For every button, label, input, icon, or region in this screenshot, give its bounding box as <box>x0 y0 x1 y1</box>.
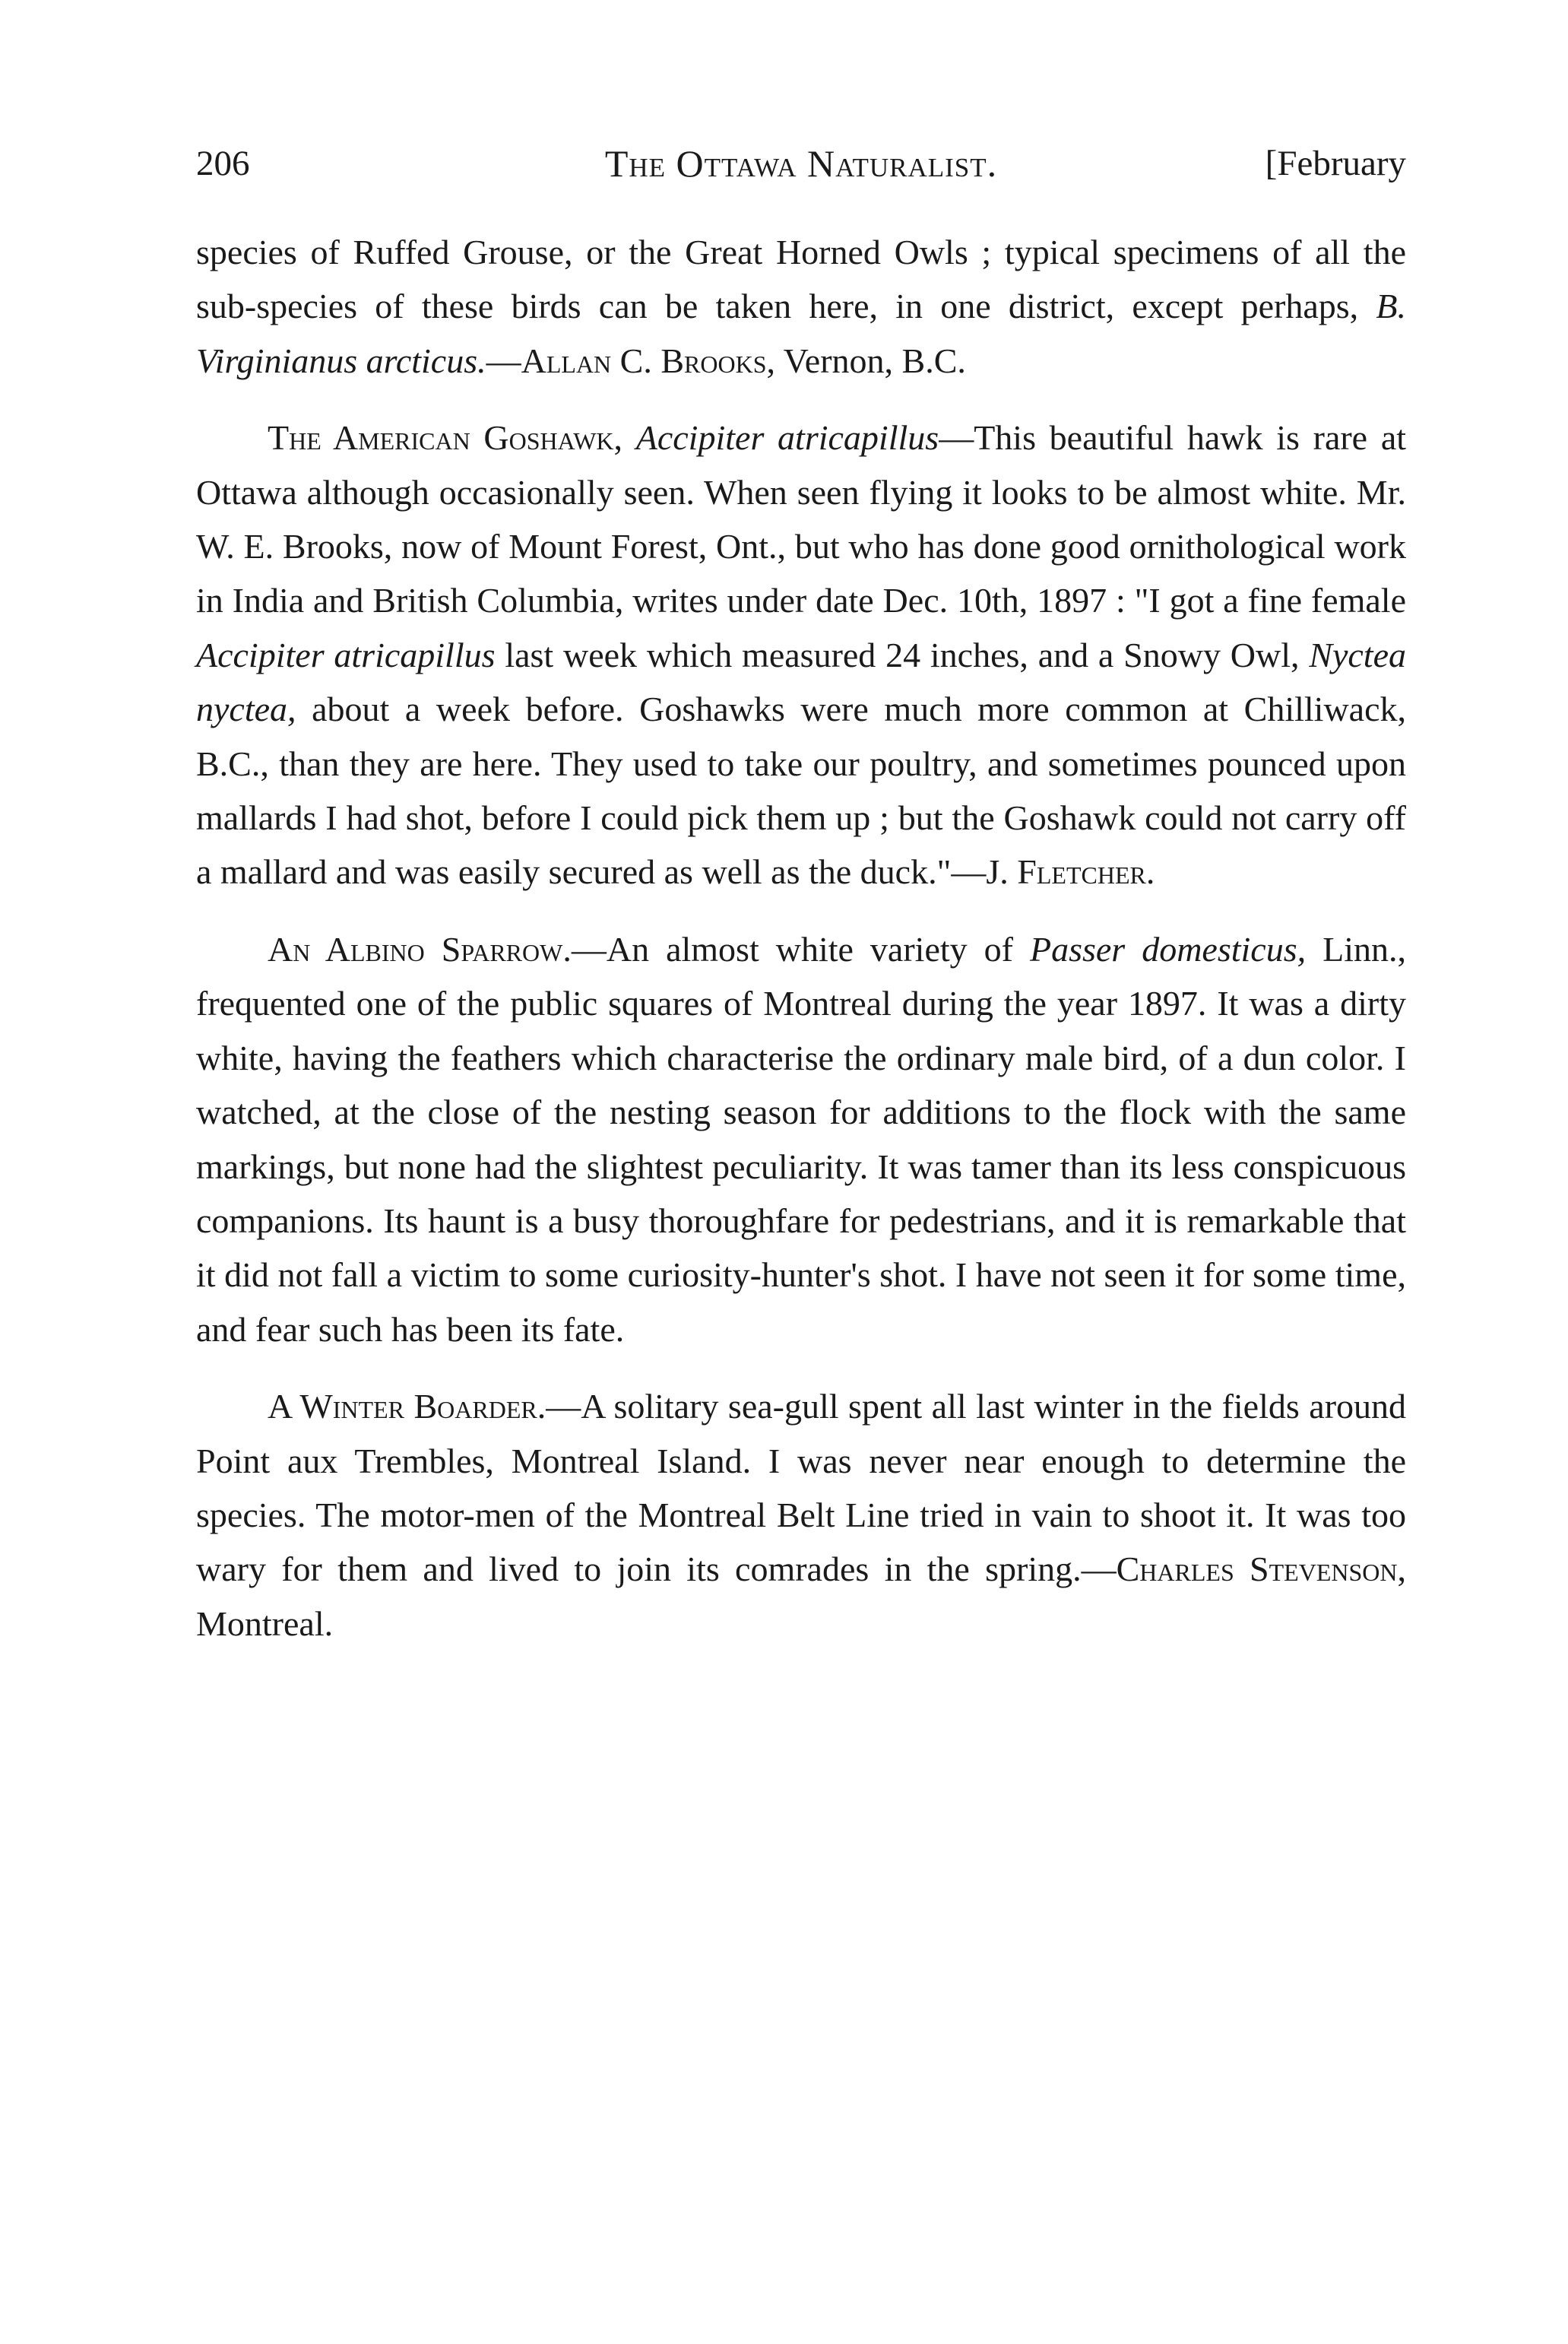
author-signature: Allan C. Brooks <box>521 341 767 380</box>
species-name: Accipiter atricapillus <box>196 635 496 674</box>
running-header <box>196 137 1406 190</box>
page-number: 206 <box>196 144 250 183</box>
paragraph-text: —This beautiful hawk is rare at Ottawa although occasionally seen. When seen flying it looks to be almost white. Mr. W. E. Brooks, now of Mount Forest, Ont., but who has done good ornithological work in India and British Columbia, writes under date Dec. 10th, 1897 : "I got a fine female <box>196 418 1407 620</box>
paragraph-text: —An almost white variety of <box>571 929 1030 969</box>
paragraph-text: about a week before. Goshawks were much more common at Chilliwack, B.C., than they are here. They used to take our poultry, and sometimes pounced upon mallards I had shot, before I could pick them up ; but the Goshawk could not carry off a mallard and was easily secured as well as the duck."— <box>196 690 1406 892</box>
author-location: , Vernon, B.C. <box>766 341 966 380</box>
species-name: B. Virginianus arcticus. <box>196 287 1406 380</box>
section-lead-in: An Albino Sparrow. <box>268 929 572 969</box>
paragraph-winter-boarder <box>196 1379 1406 1651</box>
article-body <box>196 225 1406 1673</box>
paragraph-text: last week which measured 24 inches, and a Snowy Owl, <box>495 635 1310 674</box>
paragraph-text: species of Ruffed Grouse, or the Great Horned Owls ; typical specimens of all the sub-species of these birds can be taken here, in one district, except perhaps, <box>196 233 1406 326</box>
author-signature: J. Fletcher. <box>986 852 1155 892</box>
paragraph-albino-sparrow <box>196 922 1406 1356</box>
paragraph-american-goshawk <box>196 411 1406 899</box>
section-lead-in: A Winter Boarder. <box>268 1387 546 1426</box>
species-name: Passer domesticus, <box>1029 929 1307 969</box>
paragraph-ruffed-grouse-note <box>196 225 1406 388</box>
author-signature: Charles Stevenson <box>1116 1549 1398 1589</box>
species-name: Accipiter atricapillus <box>635 418 939 458</box>
journal-title: The Ottawa Naturalist. <box>604 142 998 185</box>
author-location: , Montreal. <box>196 1549 1407 1643</box>
dash: — <box>486 341 521 380</box>
species-name: Nyctea nyctea, <box>196 635 1406 729</box>
issue-month: [February <box>1265 144 1406 183</box>
paragraph-text: Linn., frequented one of the public squares of Montreal during the year 1897. It was a dirty white, having the feathers which characterise the ordinary male bird, of a dun color. I watched, at the close of the nesting season for additions to the flock with the same markings, but none had the slightest peculiarity. It was tamer than its less conspicuous companions. Its haunt is a busy thoroughfare for pedestrians, and it is remarkable that it did not fall a victim to some curiosity-hunter's shot. I have not seen it for some time, and fear such has been its fate. <box>196 929 1406 1349</box>
section-lead-in: The American Goshawk, <box>268 418 623 458</box>
paragraph-text: —A solitary sea-gull spent all last winter in the fields around Point aux Trembles, Montreal Island. I was never near enough to determine the species. The motor-men of the Montreal Belt Line tried in vain to shoot it. It was too wary for them and lived to join its comrades in the spring.— <box>196 1387 1407 1589</box>
